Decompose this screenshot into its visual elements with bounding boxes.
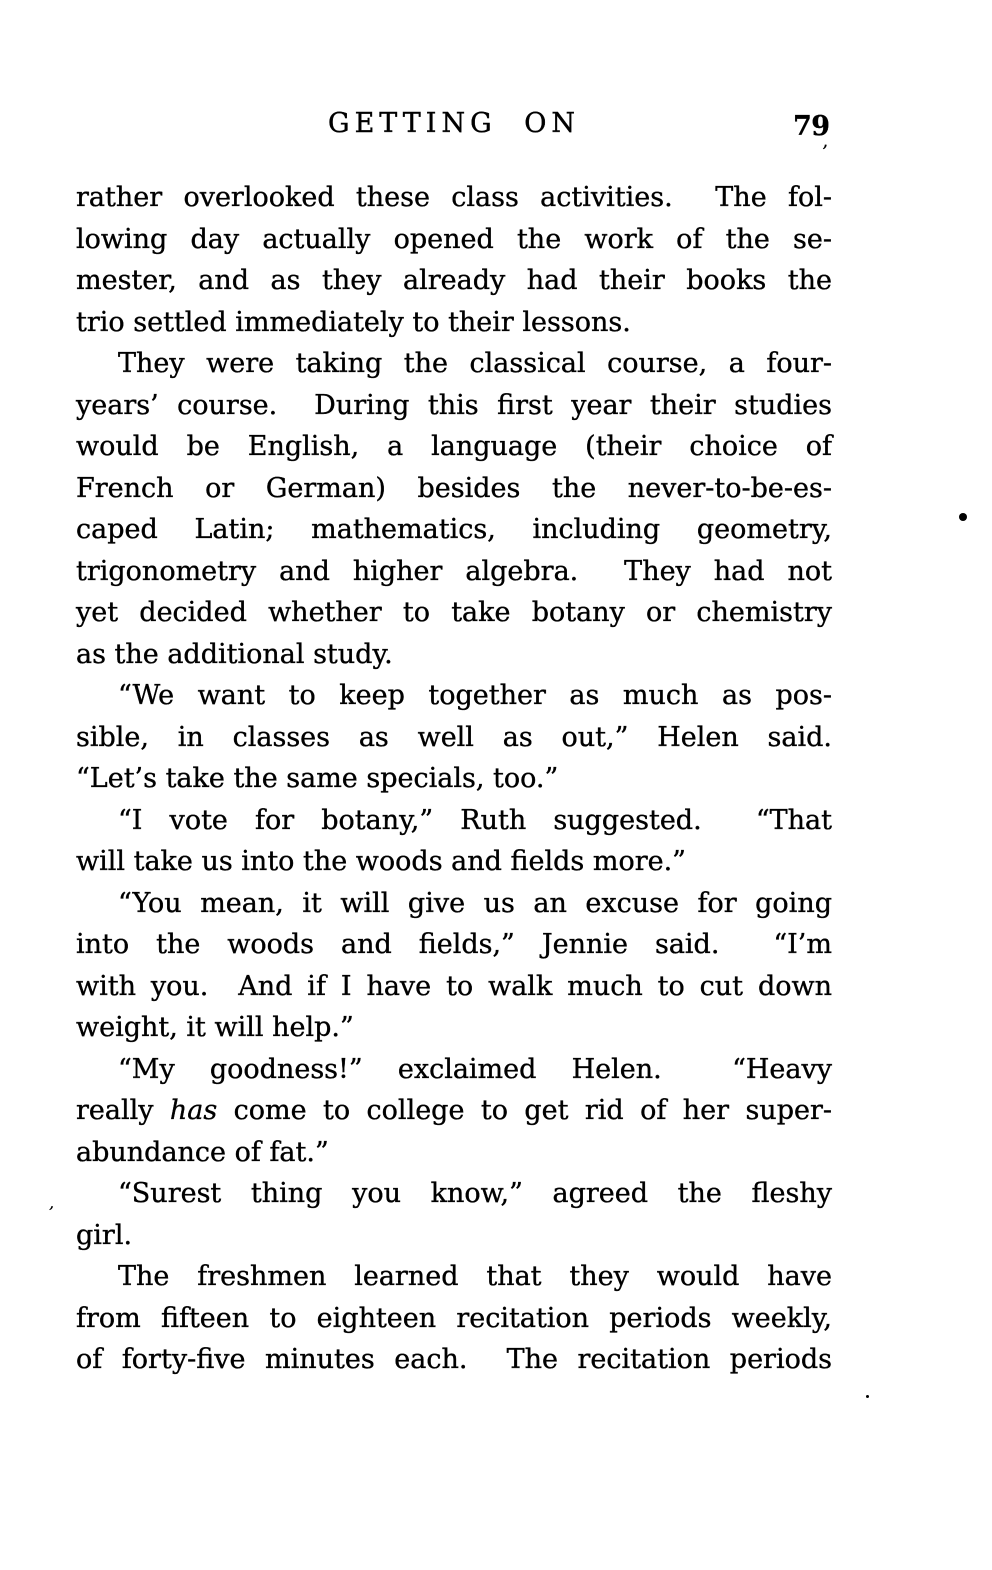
text-line: “You mean, it will give us an excuse for going [118, 887, 832, 919]
text-line: trio settled immediately to their lessons. [76, 306, 631, 338]
text-line: The freshmen learned that they would have [118, 1261, 832, 1292]
text-line: “We want to keep together as much as pos- [118, 680, 832, 711]
text-segment: come to college to get rid of her super- [217, 1095, 832, 1126]
text-line: will take us into the woods and fields more.” [76, 846, 686, 877]
text-line: into the woods and fields,” Jennie said. “I’m [76, 929, 832, 960]
ink-mark-under-page-number: ’ [819, 139, 829, 165]
text-line: “Surest thing you know,” agreed the fleshy [118, 1178, 832, 1209]
text-line [76, 1090, 832, 1132]
text-line: “My goodness!” exclaimed Helen. “Heavy [118, 1053, 832, 1085]
text-line: weight, it will help.” [76, 1012, 354, 1043]
text-line: mester, and as they already had their books the [76, 265, 832, 296]
text-line: They were taking the classical course, a four- [118, 348, 832, 379]
text-line: sible, in classes as well as out,” Helen said. [76, 721, 832, 753]
text-segment: really [76, 1095, 170, 1126]
text-block [76, 177, 832, 1381]
text-line: trigonometry and higher algebra. They had not [76, 555, 832, 587]
text-line: girl. [76, 1219, 133, 1251]
text-line: “I vote for botany,” Ruth suggested. “That [118, 804, 832, 836]
text-line: caped Latin; mathematics, including geometry, [76, 514, 832, 545]
text-line: of forty-five minutes each. The recitation periods [76, 1344, 832, 1375]
text-line: would be English, a language (their choice of [76, 431, 832, 462]
text-line: rather overlooked these class activities. The fol- [76, 182, 832, 213]
text-line: French or German) besides the never-to-be-es- [76, 472, 832, 504]
ink-speck [866, 1395, 869, 1398]
text-line: “Let’s take the same specials, too.” [76, 763, 559, 794]
text-line: abundance of fat.” [76, 1136, 329, 1168]
running-title: GETTING ON [328, 108, 580, 139]
text-line: with you. And if I have to walk much to cut down [76, 970, 832, 1002]
text-line: lowing day actually opened the work of the se- [76, 223, 832, 255]
text-line: years’ course. During this first year their studies [76, 389, 832, 421]
ink-mark-left-margin: ’ [44, 1202, 56, 1225]
ink-speck [959, 513, 967, 521]
text-line: yet decided whether to take botany or chemistry [76, 597, 832, 628]
text-line: from fifteen to eighteen recitation periods weekly, [76, 1302, 832, 1334]
italic-text: has [169, 1095, 218, 1126]
text-line: as the additional study. [76, 638, 393, 670]
page-number: 79 [793, 111, 830, 142]
